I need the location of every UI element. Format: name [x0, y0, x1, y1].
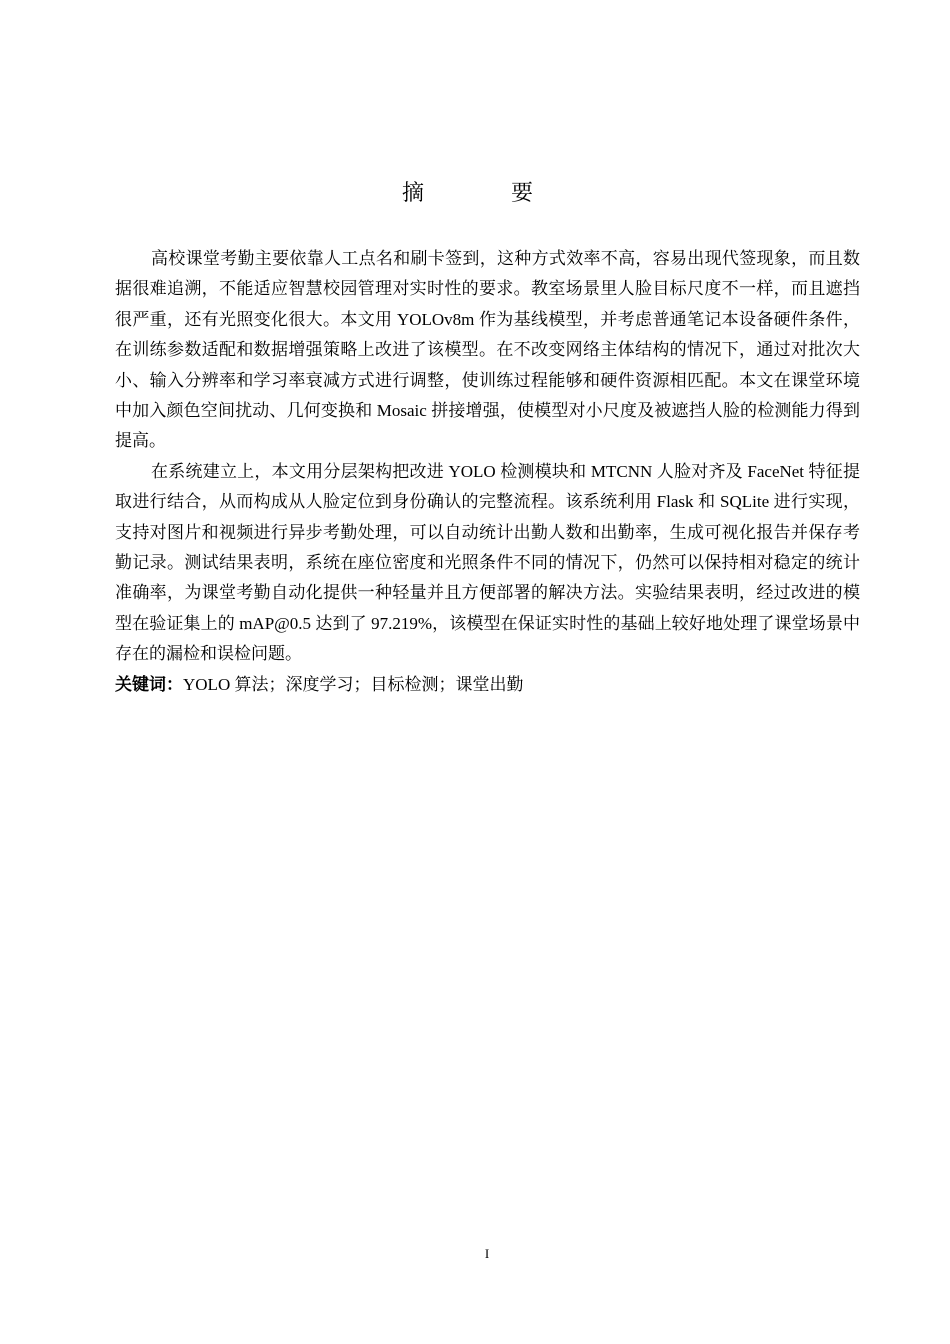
page-number: I — [484, 1246, 490, 1261]
keywords-label: 关键词： — [115, 674, 183, 695]
abstract-body — [115, 244, 860, 700]
abstract-paragraph-1: 高校课堂考勤主要依靠人工点名和刷卡签到，这种方式效率不高，容易出现代签现象，而且数据很难追溯，不能适应智慧校园管理对实时性的要求。教室场景里人脸目标尺度不一样，而且遮挡很严重，还有光照变化很大。本文用 YOLOv8m 作为基线模型，并考虑普通笔记本设备硬件条件，在训练参数适配和数据增强策略上改进了该模型。在不改变网络主体结构的情况下，通过对批次大小、输入分辨率和学习率衰减方式进行调整，使训练过程能够和硬件资源相匹配。本文在课堂环境中加入颜色空间扰动、几何变换和 Mosaic 拼接增强，使模型对小尺度及被遮挡人脸的检测能力得到提高。 — [115, 249, 860, 451]
abstract-paragraph-2: 在系统建立上，本文用分层架构把改进 YOLO 检测模块和 MTCNN 人脸对齐及 FaceNet 特征提取进行结合，从而构成从人脸定位到身份确认的完整流程。该系统利用 Flask 和 SQLite 进行实现，支持对图片和视频进行异步考勤处理，可以自动统计出勤人数和出勤率，生成可视化报告并保存考勤记录。测试结果表明，系统在座位密度和光照条件不同的情况下，仍然可以保持相对稳定的统计准确率，为课堂考勤自动化提供一种轻量并且方便部署的解决方法。实验结果表明，经过改进的模型在验证集上的 mAP@0.5 达到了 97.219%，该模型在保证实时性的基础上较好地处理了课堂场景中存在的漏检和误检问题。 — [115, 461, 860, 664]
abstract-title: 摘 要 — [402, 181, 573, 206]
keywords-text: YOLO 算法；深度学习；目标检测；课堂出勤 — [183, 674, 524, 694]
keywords-line — [115, 670, 860, 700]
